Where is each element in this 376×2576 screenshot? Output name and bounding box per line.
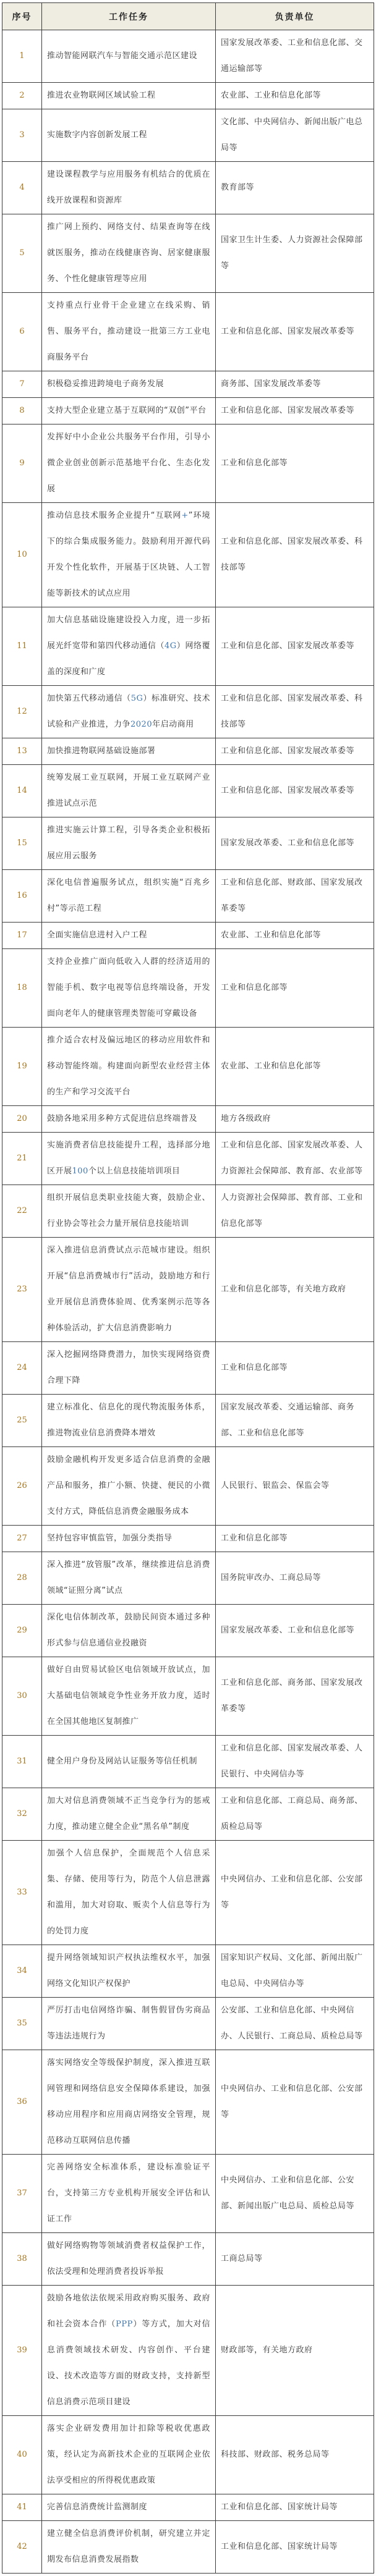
task-cell: 实施消费者信息技能提升工程，选择部分地区开展100个以上信息技能培训项目 — [42, 1133, 216, 1185]
task-cell: 深入挖掘网络降费潜力，加快实现网络资费合理下降 — [42, 1342, 216, 1395]
row-number: 29 — [2, 1605, 42, 1657]
task-cell: 加大对信息消费领域不正当竞争行为的惩戒力度，推动建立健全企业“黑名单”制度 — [42, 1788, 216, 1841]
task-cell: 推动信息技术服务企业提升“互联网+”环境下的综合集成服务能力。鼓励利用开源代码开发个性化软件，开展基于区块链、人工智能等新技术的试点应用 — [42, 503, 216, 607]
table-row — [2, 2521, 374, 2574]
table-row — [2, 765, 374, 817]
task-cell: 鼓励各地依法依规采用政府购买服务、政府和社会资本合作（PPP）等方式，加大对信息消费领域技术研发、内容创作、平台建设、技术改造等方面的财政支持，支持新型信息消费示范项目建设 — [42, 2286, 216, 2416]
latin-accent-text: 4G — [164, 641, 177, 651]
row-number: 18 — [2, 949, 42, 1028]
row-number: 41 — [2, 2494, 42, 2521]
row-number: 20 — [2, 1106, 42, 1133]
row-number: 14 — [2, 765, 42, 817]
unit-cell: 农业部、工业和信息化部等 — [216, 1028, 374, 1106]
unit-cell: 中央网信办、工业和信息化部、公安部等 — [216, 1841, 374, 1945]
unit-cell: 地方各级政府 — [216, 1106, 374, 1133]
latin-accent-text: 100 — [72, 1167, 88, 1176]
row-number: 7 — [2, 371, 42, 398]
table-row — [2, 371, 374, 398]
task-cell: 深入推进信息消费试点示范城市建设。组织开展“信息消费城市行”活动，鼓励地方和行业开展信息消费体验周、优秀案例示范等各种体验活动，扩大信息消费影响力 — [42, 1238, 216, 1342]
task-cell: 鼓励各地采用多种方式促进信息终端普及 — [42, 1106, 216, 1133]
latin-accent-text: 5G — [130, 694, 143, 703]
task-table-body — [2, 30, 374, 2574]
row-number: 28 — [2, 1552, 42, 1605]
row-number: 6 — [2, 293, 42, 371]
unit-cell: 工业和信息化部等 — [216, 1342, 374, 1395]
unit-cell: 文化部、中央网信办、新闻出版广电总局等 — [216, 109, 374, 162]
unit-cell: 工业和信息化部、国家发展改革委等 — [216, 293, 374, 371]
table-row — [2, 398, 374, 424]
row-number: 37 — [2, 2155, 42, 2233]
task-cell: 深化电信普遍服务试点，组织实施“百兆乡村”等示范工程 — [42, 870, 216, 923]
latin-accent-text: 2020 — [130, 720, 153, 729]
row-number: 34 — [2, 1945, 42, 1998]
row-number: 39 — [2, 2286, 42, 2416]
unit-cell: 工业和信息化部等 — [216, 424, 374, 503]
table-row — [2, 2416, 374, 2494]
task-cell: 完善信息消费统计监测制度 — [42, 2494, 216, 2521]
unit-cell: 国家发展改革委、工业和信息化部等 — [216, 817, 374, 870]
task-cell: 坚持包容审慎监管，加强分类指导 — [42, 1526, 216, 1552]
row-number: 1 — [2, 30, 42, 83]
latin-accent-text: + — [181, 511, 189, 520]
unit-cell: 国家发展改革委、交通运输部、商务部、工业和信息化部等 — [216, 1395, 374, 1447]
table-row — [2, 83, 374, 109]
task-cell: 落实网络安全等级保护制度，深入推进互联网管理和网络信息安全保障体系建设，加强移动应用程序和应用商店网络安全管理，规范移动互联网信息传播 — [42, 2050, 216, 2155]
table-row — [2, 293, 374, 371]
row-number: 2 — [2, 83, 42, 109]
task-cell: 完善网络安全标准体系，建设标准验证平台，支持第三方专业机构开展安全评估和认证工作 — [42, 2155, 216, 2233]
unit-cell: 中央网信办、工业和信息化部、公安部等 — [216, 2050, 374, 2155]
task-cell: 加快推进物联网基础设施部署 — [42, 738, 216, 765]
latin-accent-text: PPP — [116, 2320, 133, 2329]
table-row — [2, 2155, 374, 2233]
table-row — [2, 1788, 374, 1841]
task-cell: 建立标准化、信息化的现代物流服务体系，推进物流业信息消费降本增效 — [42, 1395, 216, 1447]
task-cell: 统筹发展工业互联网，开展工业互联网产业推进试点示范 — [42, 765, 216, 817]
task-cell: 严厉打击电信网络诈骗、制售假冒伪劣商品等违法违规行为 — [42, 1998, 216, 2050]
table-row — [2, 1657, 374, 1736]
task-cell: 发挥好中小企业公共服务平台作用，引导小微企业创业创新示范基地平台化、生态化发展 — [42, 424, 216, 503]
task-cell: 深入推进“放管服”改革，继续推进信息消费领域“证照分离”试点 — [42, 1552, 216, 1605]
task-cell: 建设课程教学与应用服务有机结合的优质在线开放课程和资源库 — [42, 162, 216, 214]
unit-cell: 农业部、工业和信息化部等 — [216, 923, 374, 949]
unit-cell: 工业和信息化部、商务部、国家发展改革委等 — [216, 1657, 374, 1736]
task-cell: 加快第五代移动通信（5G）标准研究、技术试验和产业推进，力争2020年启动商用 — [42, 686, 216, 738]
table-header-row — [2, 3, 374, 30]
table-row — [2, 817, 374, 870]
unit-cell: 工业和信息化部、工商总局、商务部、质检总局等 — [216, 1788, 374, 1841]
row-number: 36 — [2, 2050, 42, 2155]
unit-cell: 国家知识产权局、文化部、新闻出版广电总局、中央网信办等 — [216, 1945, 374, 1998]
row-number: 8 — [2, 398, 42, 424]
table-row — [2, 1526, 374, 1552]
unit-cell: 工业和信息化部、国家统计局等 — [216, 2521, 374, 2574]
table-row — [2, 30, 374, 83]
row-number: 27 — [2, 1526, 42, 1552]
table-row — [2, 1447, 374, 1526]
row-number: 4 — [2, 162, 42, 214]
unit-cell: 工业和信息化部、国家统计局等 — [216, 2494, 374, 2521]
task-cell: 加强个人信息保护，全面规范个人信息采集、存储、使用等行为，防范个人信息泄露和滥用，加大对窃取、贩卖个人信息等行为的处罚力度 — [42, 1841, 216, 1945]
unit-cell: 财政部等，有关地方政府 — [216, 2286, 374, 2416]
table-row — [2, 2050, 374, 2155]
row-number: 21 — [2, 1133, 42, 1185]
unit-cell: 科技部、财政部、税务总局等 — [216, 2416, 374, 2494]
unit-cell: 工业和信息化部、国家发展改革委等 — [216, 398, 374, 424]
unit-cell: 人力资源社会保障部、教育部、工业和信息化部等 — [216, 1185, 374, 1238]
table-row — [2, 949, 374, 1028]
row-number: 38 — [2, 2233, 42, 2286]
unit-cell: 商务部、国家发展改革委等 — [216, 371, 374, 398]
task-cell: 推动智能网联汽车与智能交通示范区建设 — [42, 30, 216, 83]
table-row — [2, 424, 374, 503]
row-number: 31 — [2, 1736, 42, 1788]
unit-cell: 人民银行、银监会、保监会等 — [216, 1447, 374, 1526]
task-cell: 支持企业推广面向低收入人群的经济适用的智能手机、数字电视等信息终端设备，开发面向老年人的健康管理类智能可穿戴设备 — [42, 949, 216, 1028]
unit-cell: 工业和信息化部、国家发展改革委、科技部等 — [216, 686, 374, 738]
task-cell: 建立健全信息消费评价机制，研究建立并定期发布信息消费发展指数 — [42, 2521, 216, 2574]
task-cell: 实施数字内容创新发展工程 — [42, 109, 216, 162]
table-row — [2, 1106, 374, 1133]
unit-cell: 工业和信息化部、国家发展改革委等 — [216, 607, 374, 686]
task-cell: 鼓励金融机构开发更多适合信息消费的金融产品和服务，推广小额、快捷、便民的小微支付方式，降低信息消费金融服务成本 — [42, 1447, 216, 1526]
row-number: 3 — [2, 109, 42, 162]
task-cell: 健全用户身份及网站认证服务等信任机制 — [42, 1736, 216, 1788]
row-number: 23 — [2, 1238, 42, 1342]
row-number: 26 — [2, 1447, 42, 1526]
task-cell: 做好自由贸易试验区电信领域开放试点，加大基础电信领域竞争性业务开放力度，适时在全国其他地区复制推广 — [42, 1657, 216, 1736]
table-row — [2, 870, 374, 923]
table-row — [2, 2286, 374, 2416]
table-row — [2, 1342, 374, 1395]
row-number: 16 — [2, 870, 42, 923]
task-cell: 支持重点行业骨干企业建立在线采购、销售、服务平台，推动建设一批第三方工业电商服务平台 — [42, 293, 216, 371]
unit-cell: 工业和信息化部等 — [216, 949, 374, 1028]
table-row — [2, 1736, 374, 1788]
row-number: 17 — [2, 923, 42, 949]
table-row — [2, 686, 374, 738]
table-row — [2, 1841, 374, 1945]
row-number: 12 — [2, 686, 42, 738]
table-row — [2, 1133, 374, 1185]
row-number: 30 — [2, 1657, 42, 1736]
unit-cell: 工业和信息化部、国家发展改革委等 — [216, 738, 374, 765]
row-number: 19 — [2, 1028, 42, 1106]
unit-cell: 工业和信息化部等 — [216, 1526, 374, 1552]
task-cell: 推介适合农村及偏远地区的移动应用软件和移动智能终端。构建面向新型农业经营主体的生产和学习交流平台 — [42, 1028, 216, 1106]
table-row — [2, 1998, 374, 2050]
task-cell: 推广网上预约、网络支付、结果查询等在线就医服务，推动在线健康咨询、居家健康服务、个性化健康管理等应用 — [42, 214, 216, 293]
table-row — [2, 1238, 374, 1342]
task-cell: 做好网络购物等领域消费者权益保护工作，依法受理和处理消费者投诉举报 — [42, 2233, 216, 2286]
unit-cell: 农业部、工业和信息化部等 — [216, 83, 374, 109]
task-cell: 组织开展信息类职业技能大赛，鼓励企业、行业协会等社会力量开展信息技能培训 — [42, 1185, 216, 1238]
row-number: 13 — [2, 738, 42, 765]
task-table — [2, 2, 374, 2574]
table-row — [2, 1552, 374, 1605]
table-row — [2, 214, 374, 293]
task-cell: 推进农业物联网区域试验工程 — [42, 83, 216, 109]
table-row — [2, 923, 374, 949]
task-cell: 深化电信体制改革，鼓励民间资本通过多种形式参与信息通信业投融资 — [42, 1605, 216, 1657]
table-row — [2, 109, 374, 162]
table-row — [2, 503, 374, 607]
row-number: 24 — [2, 1342, 42, 1395]
task-cell: 推进实施云计算工程，引导各类企业积极拓展应用云服务 — [42, 817, 216, 870]
table-row — [2, 738, 374, 765]
unit-cell: 公安部、工业和信息化部、中央网信办、人民银行、工商总局、质检总局等 — [216, 1998, 374, 2050]
row-number: 35 — [2, 1998, 42, 2050]
unit-cell: 工业和信息化部、国家发展改革委等 — [216, 765, 374, 817]
task-cell: 全面实施信息进村入户工程 — [42, 923, 216, 949]
table-row — [2, 162, 374, 214]
row-number: 32 — [2, 1788, 42, 1841]
unit-cell: 工商总局等 — [216, 2233, 374, 2286]
unit-cell: 中央网信办、工业和信息化部、公安部、新闻出版广电总局、质检总局等 — [216, 2155, 374, 2233]
row-number: 33 — [2, 1841, 42, 1945]
task-cell: 支持大型企业建立基于互联网的“双创”平台 — [42, 398, 216, 424]
header-serial-number: 序号 — [2, 3, 42, 30]
row-number: 40 — [2, 2416, 42, 2494]
table-row — [2, 1945, 374, 1998]
table-row — [2, 1185, 374, 1238]
row-number: 15 — [2, 817, 42, 870]
row-number: 9 — [2, 424, 42, 503]
row-number: 25 — [2, 1395, 42, 1447]
row-number: 5 — [2, 214, 42, 293]
table-row — [2, 607, 374, 686]
header-work-task: 工作任务 — [42, 3, 216, 30]
unit-cell: 工业和信息化部、国家发展改革委、科技部等 — [216, 503, 374, 607]
table-row — [2, 1028, 374, 1106]
unit-cell: 教育部等 — [216, 162, 374, 214]
task-cell: 落实企业研发费用加计扣除等税收优惠政策，经认定为高新技术企业的互联网企业依法享受相应的所得税优惠政策 — [42, 2416, 216, 2494]
task-cell: 加大信息基础设施建设投入力度，进一步拓展光纤宽带和第四代移动通信（4G）网络覆盖的深度和广度 — [42, 607, 216, 686]
table-row — [2, 1395, 374, 1447]
row-number: 11 — [2, 607, 42, 686]
unit-cell: 国家卫生计生委、人力资源社会保障部等 — [216, 214, 374, 293]
task-cell: 提升网络领域知识产权执法维权水平，加强网络文化知识产权保护 — [42, 1945, 216, 1998]
table-row — [2, 1605, 374, 1657]
unit-cell: 工业和信息化部、国家发展改革委、人力资源社会保障部、教育部、农业部等 — [216, 1133, 374, 1185]
row-number: 42 — [2, 2521, 42, 2574]
row-number: 22 — [2, 1185, 42, 1238]
unit-cell: 工业和信息化部、财政部、国家发展改革委等 — [216, 870, 374, 923]
unit-cell: 工业和信息化部等，有关地方政府 — [216, 1238, 374, 1342]
header-responsible-unit: 负责单位 — [216, 3, 374, 30]
unit-cell: 工业和信息化部、国家发展改革委、人民银行、中央网信办等 — [216, 1736, 374, 1788]
task-cell: 积极稳妥推进跨境电子商务发展 — [42, 371, 216, 398]
unit-cell: 国家发展改革委、工业和信息化部等 — [216, 1605, 374, 1657]
row-number: 10 — [2, 503, 42, 607]
table-row — [2, 2494, 374, 2521]
table-row — [2, 2233, 374, 2286]
unit-cell: 国家发展改革委、工业和信息化部、交通运输部等 — [216, 30, 374, 83]
unit-cell: 国务院审改办、工商总局等 — [216, 1552, 374, 1605]
